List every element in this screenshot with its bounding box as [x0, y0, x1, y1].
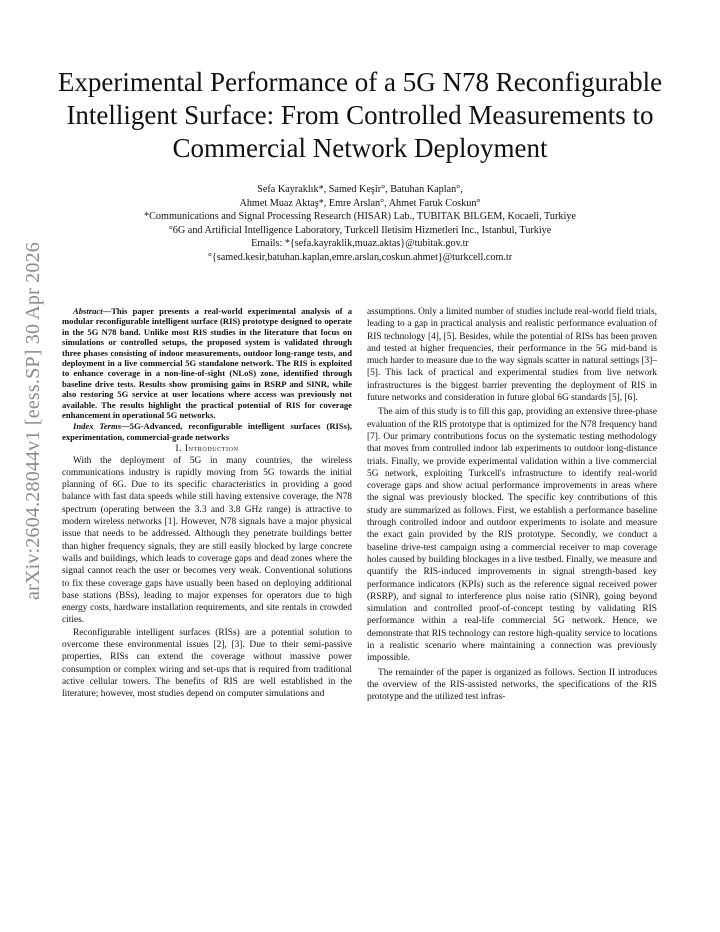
intro-paragraph-3: assumptions. Only a limited number of studies include real-world field trials, leading to a gap in practical analysis and realistic performance evaluation of RIS technology [4], [5]. Besides, while the potential of RISs has been proven and tested at higher frequencies, their performance in the 5G mid-band is much harder to measure due to the way signals scatter in natural settings [3]–[5]. This lack of practical and experimental studies from live network infrastructures is the biggest barrier preventing the deployment of RIS in future networks and consideration in future global 6G standards [5], [6].	[367, 307, 657, 404]
affiliation-2: °6G and Artificial Intelligence Laboratory, Turkcell Iletisim Hizmetleri Inc., Istanbul, Turkiye	[168, 224, 552, 236]
section-heading: I. Introduction	[175, 443, 239, 454]
abstract	[62, 306, 352, 420]
left-column	[62, 306, 352, 701]
paper-title: Experimental Performance of a 5G N78 Reconfigurable Intelligent Surface: From Controlled Measurements to Commercial Network Deployment	[57, 67, 663, 163]
arxiv-identifier: arXiv:2604.28044v1 [eess.SP] 30 Apr 2026	[22, 242, 44, 600]
author-line-1: Sefa Kayraklık*, Samed Keşir°, Batuhan Kaplan°,	[257, 184, 463, 195]
intro-paragraph-4: The aim of this study is to fill this gap, providing an extensive three-phase evaluation of the RIS prototype that is optimized for the N78 frequency band [7]. Our primary contributions focus on the systematic testing methodology that moves from controlled indoor lab experiments to outdoor long-distance trials. Finally, we provide experimental validation within a live commercial 5G network, exploiting Turkcell's infrastructure to identify real-world coverage gaps and show actual performance improvements in areas where the signal was previously blocked. The specific key contributions of this study are summarized as follows. First, we establish a performance baseline through controlled indoor and outdoor experiments to isolate and measure the exact gain provided by the RIS prototype. Secondly, we conduct a baseline drive-test campaign using a commercial receiver to map coverage holes caused by building blockages in a live testbed. Finally, we measure and quantify the RIS-induced improvements in signal strength-based key performance indicators (KPIs) such as the reference signal received power (RSRP), and signal to interference plus noise ratio (SINR), going beyond simulation and controlled proof-of-concept testing by validating RIS performance within a real-life commercial 5G network. Hence, we demonstrate that RIS technology can restore high-quality service to locations in a realistic scenario where maintaining a connection was previously impossible.	[367, 407, 657, 664]
intro-paragraph-2: Reconfigurable intelligent surfaces (RISs) are a potential solution to overcome these environmental issues [2], [3]. Due to their semi-passive properties, RISs can extend the coverage without massive power consumption or complex wiring and set-ups that is required from traditional active cellular towers. The benefits of RIS are well established in the literature; however, most studies depend on computer simulations and	[62, 627, 352, 700]
abstract-text: This paper presents a real-world experimental analysis of a modular reconfigurable intelligent surface (RIS) prototype designed to operate in the 5G N78 band. Unlike most RIS studies in the literature that focus on simulations or controlled setups, the proposed system is validated through three phases consisting of indoor measurements, outdoor long-range tests, and deployment in a live commercial 5G standalone network. The RIS is exploited to enhance coverage in a non-line-of-sight (NLoS) zone, identified through baseline drive tests. Results show promising gains in RSRP and SINR, while also restoring 5G service at user locations where access was previously not available. The results highlight the practical potential of RIS for coverage enhancement in operational 5G networks.	[62, 306, 352, 421]
abstract-label: Abstract—	[73, 306, 112, 316]
author-block	[80, 183, 640, 265]
index-terms-label: Index Terms	[73, 421, 122, 432]
intro-paragraph-5: The remainder of the paper is organized as follows. Section II introduces the overview of the RIS-assisted networks, the specifications of the RIS prototype and the utilized test infras-	[367, 667, 657, 703]
index-terms-text: —5G-Advanced, reconfigurable intelligent surfaces (RISs), experimentation, commercial-grade networks	[62, 421, 352, 442]
emails-1: Emails: *{sefa.kayraklik,muaz.aktas}@tubitak.gov.tr	[251, 238, 469, 250]
intro-paragraph-1: With the deployment of 5G in many countries, the wireless communications industry is rapidly moving from 5G towards the initial planning of 6G. Due to its specific characteristics in providing a good balance with fast data speeds while still having extensive coverage, the N78 spectrum (operating between the 3.3 and 3.8 GHz range) is attractive to modern wireless networks [1]. However, N78 signals have a major physical issue that needs to be addressed. Although they penetrate buildings better than higher frequency signals, they are still easily blocked by large concrete walls and buildings, which leads to coverage gaps and dead zones where the signal cannot reach the user or becomes very weak. Conventional solutions to fix these coverage gaps have usually been based on deploying additional base stations (BSs), leading to major expenses for operators due to high energy costs, hardware installation requirements, and site rentals in crowded cities.	[62, 455, 352, 626]
affiliation-1: *Communications and Signal Processing Research (HISAR) Lab., TUBITAK BILGEM, Kocaeli, Turkiye	[144, 211, 576, 223]
index-terms	[62, 421, 352, 442]
right-column	[367, 306, 657, 704]
emails-2: °{samed.kesir,batuhan.kaplan,emre.arslan,coskun.ahmet}@turkcell.com.tr	[207, 251, 513, 263]
author-line-2: Ahmet Muaz Aktaş*, Emre Arslan°, Ahmet Faruk Coskun°	[239, 197, 481, 209]
